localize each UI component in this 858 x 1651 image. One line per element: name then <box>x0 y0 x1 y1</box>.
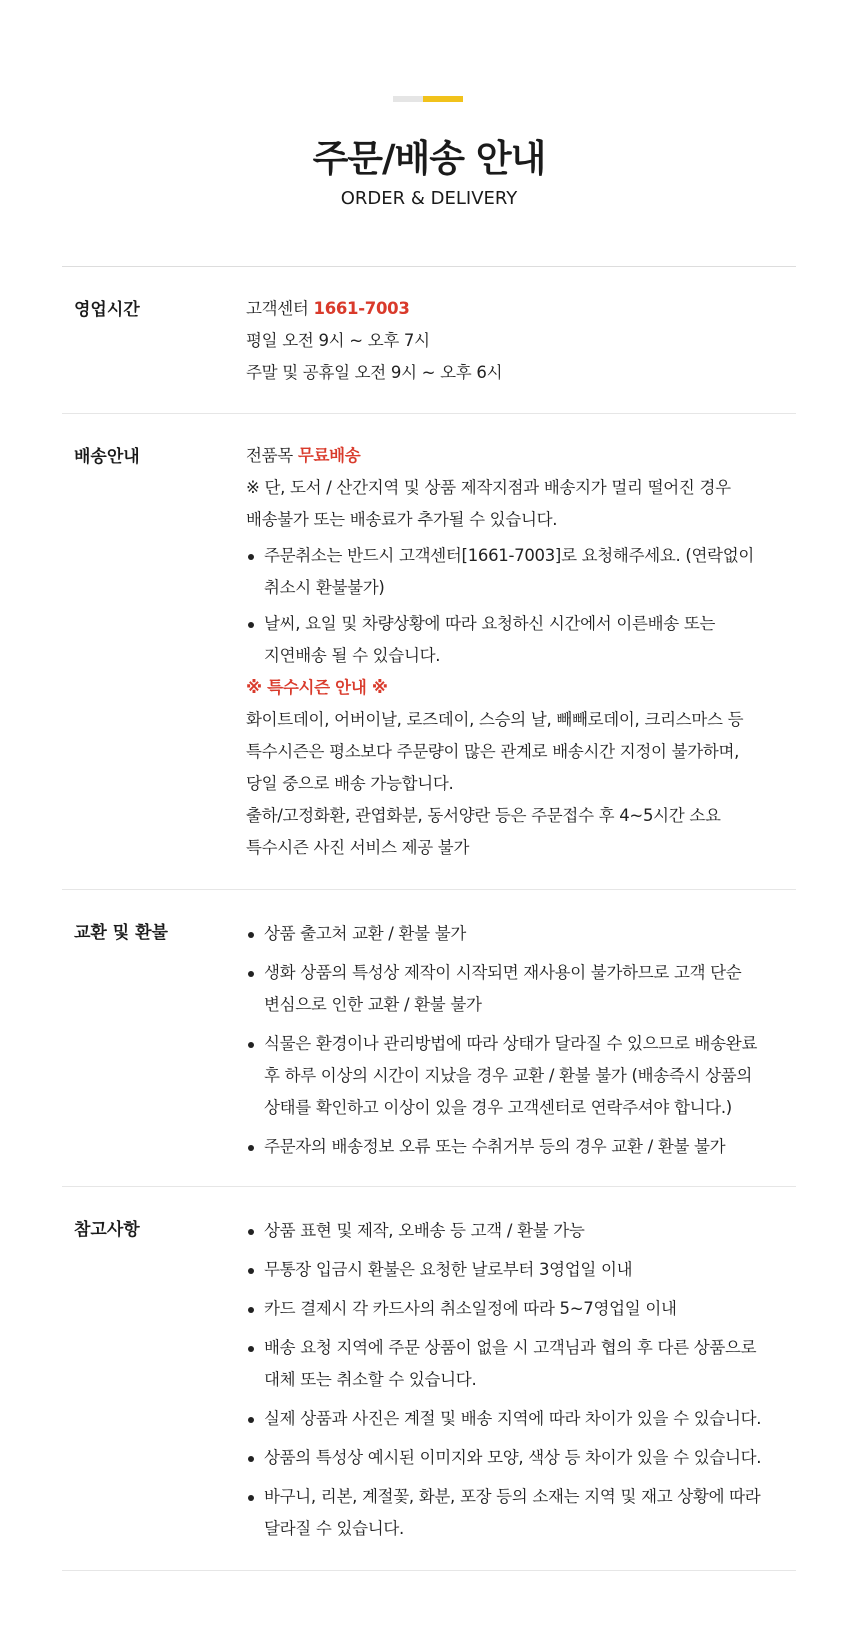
special-season-title: ※ 특수시즌 안내 ※ <box>246 678 388 697</box>
list-item-line: 대체 또는 취소할 수 있습니다. <box>264 1370 477 1389</box>
list-item-line: 달라질 수 있습니다. <box>264 1519 404 1538</box>
section-notes <box>62 1187 796 1571</box>
free-delivery-line <box>246 440 776 472</box>
info-table <box>62 266 796 1571</box>
customer-center-prefix: 고객센터 <box>246 299 309 318</box>
list-item <box>246 957 776 1021</box>
free-delivery-prefix: 전품목 <box>246 446 293 465</box>
page-title: 주문/배송 안내 <box>312 137 546 180</box>
list-item-line: 카드 결제시 각 카드사의 취소일정에 따라 5~7영업일 이내 <box>264 1299 677 1318</box>
notice-line: 배송불가 또는 배송료가 추가될 수 있습니다. <box>246 510 558 529</box>
special-season-line: 특수시즌은 평소보다 주문량이 많은 관계로 배송시간 지정이 불가하며, <box>246 742 740 761</box>
section-business-hours <box>62 267 796 414</box>
notes-bullet-list <box>246 1215 776 1545</box>
list-item <box>246 1442 776 1474</box>
list-item-line: 바구니, 리본, 계절꽃, 화분, 포장 등의 소재는 지역 및 재고 상황에 따라 <box>264 1487 761 1506</box>
section-body <box>246 267 776 389</box>
weekend-hours: 주말 및 공휴일 오전 9시 ~ 오후 6시 <box>246 363 503 382</box>
list-item <box>246 540 776 604</box>
weekday-hours: 평일 오전 9시 ~ 오후 7시 <box>246 331 430 350</box>
special-season-line: 출하/고정화환, 관엽화분, 동서양란 등은 주문접수 후 4~5시간 소요 <box>246 806 721 825</box>
list-item-line: 상품의 특성상 예시된 이미지와 모양, 색상 등 차이가 있을 수 있습니다. <box>264 1448 762 1467</box>
customer-center-line <box>246 293 776 325</box>
list-item-line: 식물은 환경이나 관리방법에 따라 상태가 달라질 수 있으므로 배송완료 <box>264 1034 758 1053</box>
list-item-line: 후 하루 이상의 시간이 지났을 경우 교환 / 환불 불가 (배송즉시 상품의 <box>264 1066 753 1085</box>
section-label: 배송안내 <box>74 447 140 467</box>
special-season-line: 특수시즌 사진 서비스 제공 불가 <box>246 838 470 857</box>
section-label: 교환 및 환불 <box>74 923 168 943</box>
special-season-line: 당일 중으로 배송 가능합니다. <box>246 774 454 793</box>
list-item-line: 변심으로 인한 교환 / 환불 불가 <box>264 995 482 1014</box>
list-item-line: 상태를 확인하고 이상이 있을 경우 고객센터로 연락주셔야 합니다.) <box>264 1098 732 1117</box>
list-item-line: 실제 상품과 사진은 계절 및 배송 지역에 따라 차이가 있을 수 있습니다. <box>264 1409 762 1428</box>
list-item <box>246 1403 776 1435</box>
notice-line: ※ 단, 도서 / 산간지역 및 상품 제작지점과 배송지가 멀리 떨어진 경우 <box>246 478 731 497</box>
section-body <box>246 890 776 1163</box>
list-item-line: 주문취소는 반드시 고객센터[1661-7003]로 요청해주세요. (연락없이 <box>264 546 755 565</box>
list-item-line: 상품 출고처 교환 / 환불 불가 <box>264 924 467 943</box>
list-item <box>246 608 776 672</box>
phone-number: 1661-7003 <box>313 299 410 318</box>
special-season-line: 화이트데이, 어버이날, 로즈데이, 스승의 날, 빼빼로데이, 크리스마스 등 <box>246 710 744 729</box>
list-item-line: 주문자의 배송정보 오류 또는 수취거부 등의 경우 교환 / 환불 불가 <box>264 1137 726 1156</box>
list-item-line: 지연배송 될 수 있습니다. <box>264 646 441 665</box>
title-decoration-bar <box>393 96 463 102</box>
page-subtitle: ORDER & DELIVERY <box>340 188 518 209</box>
list-item <box>246 1215 776 1247</box>
page-header <box>0 0 858 266</box>
list-item <box>246 1028 776 1124</box>
list-item-line: 생화 상품의 특성상 제작이 시작되면 재사용이 불가하므로 고객 단순 <box>264 963 742 982</box>
section-label: 참고사항 <box>74 1220 140 1240</box>
list-item <box>246 1332 776 1396</box>
free-delivery-label: 무료배송 <box>297 446 361 465</box>
section-body <box>246 1187 776 1545</box>
refund-bullet-list <box>246 918 776 1163</box>
section-body <box>246 414 776 864</box>
list-item-line: 무통장 입금시 환불은 요청한 날로부터 3영업일 이내 <box>264 1260 633 1279</box>
list-item-line: 취소시 환불불가) <box>264 578 385 597</box>
list-item <box>246 1481 776 1545</box>
list-item-line: 배송 요청 지역에 주문 상품이 없을 시 고객님과 협의 후 다른 상품으로 <box>264 1338 757 1357</box>
section-exchange-refund <box>62 890 796 1187</box>
decoration-yellow-segment <box>423 96 463 102</box>
list-item-line: 상품 표현 및 제작, 오배송 등 고객 / 환불 가능 <box>264 1221 585 1240</box>
list-item-line: 날씨, 요일 및 차량상황에 따라 요청하신 시간에서 이른배송 또는 <box>264 614 716 633</box>
list-item <box>246 1131 776 1163</box>
list-item <box>246 1254 776 1286</box>
section-label: 영업시간 <box>74 300 140 320</box>
section-delivery <box>62 414 796 890</box>
list-item <box>246 918 776 950</box>
delivery-bullet-list <box>246 540 776 672</box>
list-item <box>246 1293 776 1325</box>
decoration-gray-segment <box>393 96 423 102</box>
